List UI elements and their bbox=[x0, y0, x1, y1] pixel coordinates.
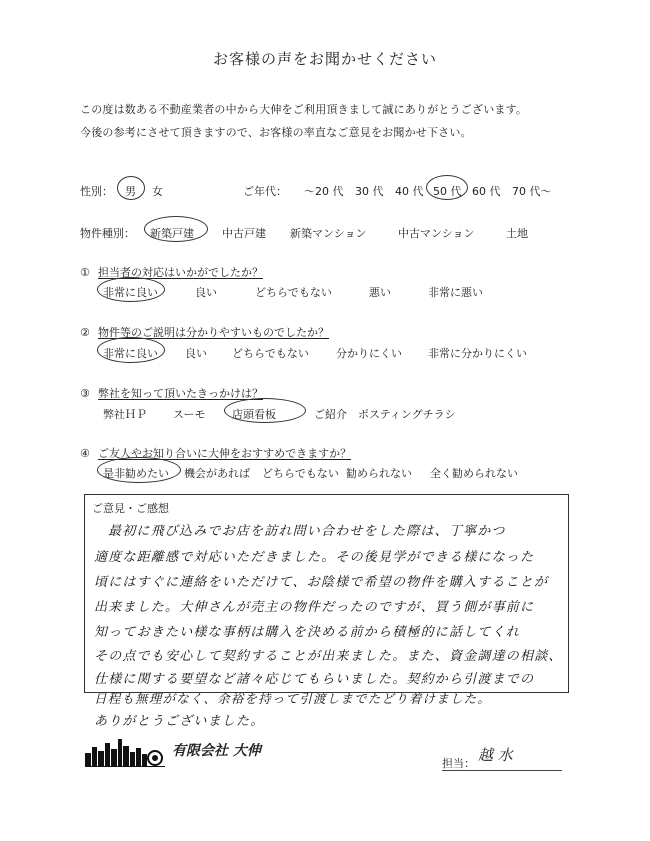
q3-option-signboard[interactable]: 店頭看板 bbox=[232, 408, 276, 421]
question-1-text: 担当者の対応はいかがでしたか？ bbox=[98, 266, 263, 279]
question-3 bbox=[80, 385, 263, 401]
age-option-60s[interactable]: 60 代 bbox=[472, 185, 501, 198]
intro-line-1: この度は数ある不動産業者の中から大伸をご利用頂きまして誠にありがとうございます。 bbox=[80, 103, 528, 116]
q2-option-good[interactable]: 良い bbox=[185, 347, 207, 360]
property-option-new-mansion[interactable]: 新築マンション bbox=[290, 227, 367, 240]
property-option-new-house[interactable]: 新築戸建 bbox=[150, 227, 194, 240]
staff-name: 越 水 bbox=[478, 746, 513, 764]
q4-option-definitely[interactable]: 是非勧めたい bbox=[103, 467, 169, 480]
comment-line-5: 知っておきたい様な事柄は購入を決める前から積極的に話してくれ bbox=[94, 625, 521, 640]
question-2-number: ② bbox=[80, 326, 90, 339]
q3-option-suumo[interactable]: スーモ bbox=[173, 408, 206, 421]
age-option-50s[interactable]: 50 代 bbox=[433, 185, 462, 198]
company-name: 有限会社 大伸 bbox=[172, 743, 261, 759]
intro-line-2: 今後の参考にさせて頂きますので、お客様の率直なご意見をお聞かせ下さい。 bbox=[80, 126, 472, 139]
gender-option-male[interactable]: 男 bbox=[125, 185, 136, 198]
staff-label: 担当： bbox=[442, 757, 475, 770]
comment-line-3: 頃にはすぐに連絡をいただけて、お陰様で希望の物件を購入することが bbox=[94, 575, 549, 590]
page-title: お客様の声をお聞かせください bbox=[212, 50, 437, 68]
comment-line-8: 日程も無理がなく、余裕を持って引渡しまでたどり着けました。 bbox=[94, 691, 492, 706]
question-1-number: ① bbox=[80, 266, 90, 279]
property-label: 物件種別： bbox=[80, 227, 135, 240]
age-option-70s[interactable]: 70 代～ bbox=[512, 185, 552, 198]
q2-option-very-good[interactable]: 非常に良い bbox=[103, 347, 158, 360]
q1-option-very-good[interactable]: 非常に良い bbox=[103, 286, 158, 299]
gender-option-female[interactable]: 女 bbox=[152, 185, 163, 198]
company-logo-icon bbox=[85, 737, 165, 767]
q4-option-neutral[interactable]: どちらでもない bbox=[262, 467, 339, 480]
q1-option-bad[interactable]: 悪い bbox=[369, 286, 391, 299]
comment-line-1: 最初に飛び込みでお店を訪れ問い合わせをした際は、丁寧かつ bbox=[108, 524, 506, 539]
comment-line-2: 適度な距離感で対応いただきました。その後見学ができる様になった bbox=[94, 550, 535, 565]
age-option-under20[interactable]: ～20 代 bbox=[304, 185, 344, 198]
gender-label: 性別： bbox=[80, 185, 113, 198]
comment-line-6: その点でも安心して契約することが出来ました。また、資金調達の相談、 bbox=[94, 649, 563, 664]
question-3-text: 弊社を知って頂いたきっかけは？ bbox=[98, 387, 263, 400]
q4-option-if-chance[interactable]: 機会があれば bbox=[184, 467, 250, 480]
q2-option-hard[interactable]: 分かりにくい bbox=[336, 347, 402, 360]
q1-option-good[interactable]: 良い bbox=[195, 286, 217, 299]
comment-line-4: 出来ました。大伸さんが売主の物件だったのですが、買う側が事前に bbox=[94, 600, 535, 615]
question-1 bbox=[80, 264, 263, 280]
comments-label: ご意見・ご感想 bbox=[92, 502, 169, 515]
property-option-used-mansion[interactable]: 中古マンション bbox=[398, 227, 475, 240]
q3-option-website[interactable]: 弊社ＨＰ bbox=[103, 408, 147, 421]
comment-line-7: 仕様に関する要望など諸々応じてもらいました。契約から引渡までの bbox=[94, 672, 535, 687]
age-option-30s[interactable]: 30 代 bbox=[355, 185, 384, 198]
q3-option-flyer[interactable]: ポスティングチラシ bbox=[358, 408, 456, 421]
question-3-number: ③ bbox=[80, 387, 90, 400]
age-label: ご年代： bbox=[243, 185, 287, 198]
q3-option-referral[interactable]: ご紹介 bbox=[314, 408, 347, 421]
q4-option-never[interactable]: 全く勧められない bbox=[430, 467, 518, 480]
age-option-40s[interactable]: 40 代 bbox=[395, 185, 424, 198]
q2-option-very-hard[interactable]: 非常に分かりにくい bbox=[428, 347, 527, 360]
question-4 bbox=[80, 445, 351, 461]
question-2 bbox=[80, 324, 329, 340]
question-4-text: ご友人やお知り合いに大伸をおすすめできますか？ bbox=[98, 447, 352, 460]
question-2-text: 物件等のご説明は分かりやすいものでしたか？ bbox=[98, 326, 329, 339]
question-4-number: ④ bbox=[80, 447, 90, 460]
property-option-land[interactable]: 土地 bbox=[506, 227, 528, 240]
q1-option-very-bad[interactable]: 非常に悪い bbox=[428, 286, 483, 299]
property-option-used-house[interactable]: 中古戸建 bbox=[222, 227, 266, 240]
comment-line-9: ありがとうございました。 bbox=[94, 714, 265, 729]
staff-signature-line bbox=[442, 770, 562, 771]
q4-option-no[interactable]: 勧められない bbox=[346, 467, 412, 480]
q1-option-neutral[interactable]: どちらでもない bbox=[255, 286, 332, 299]
q2-option-neutral[interactable]: どちらでもない bbox=[232, 347, 309, 360]
